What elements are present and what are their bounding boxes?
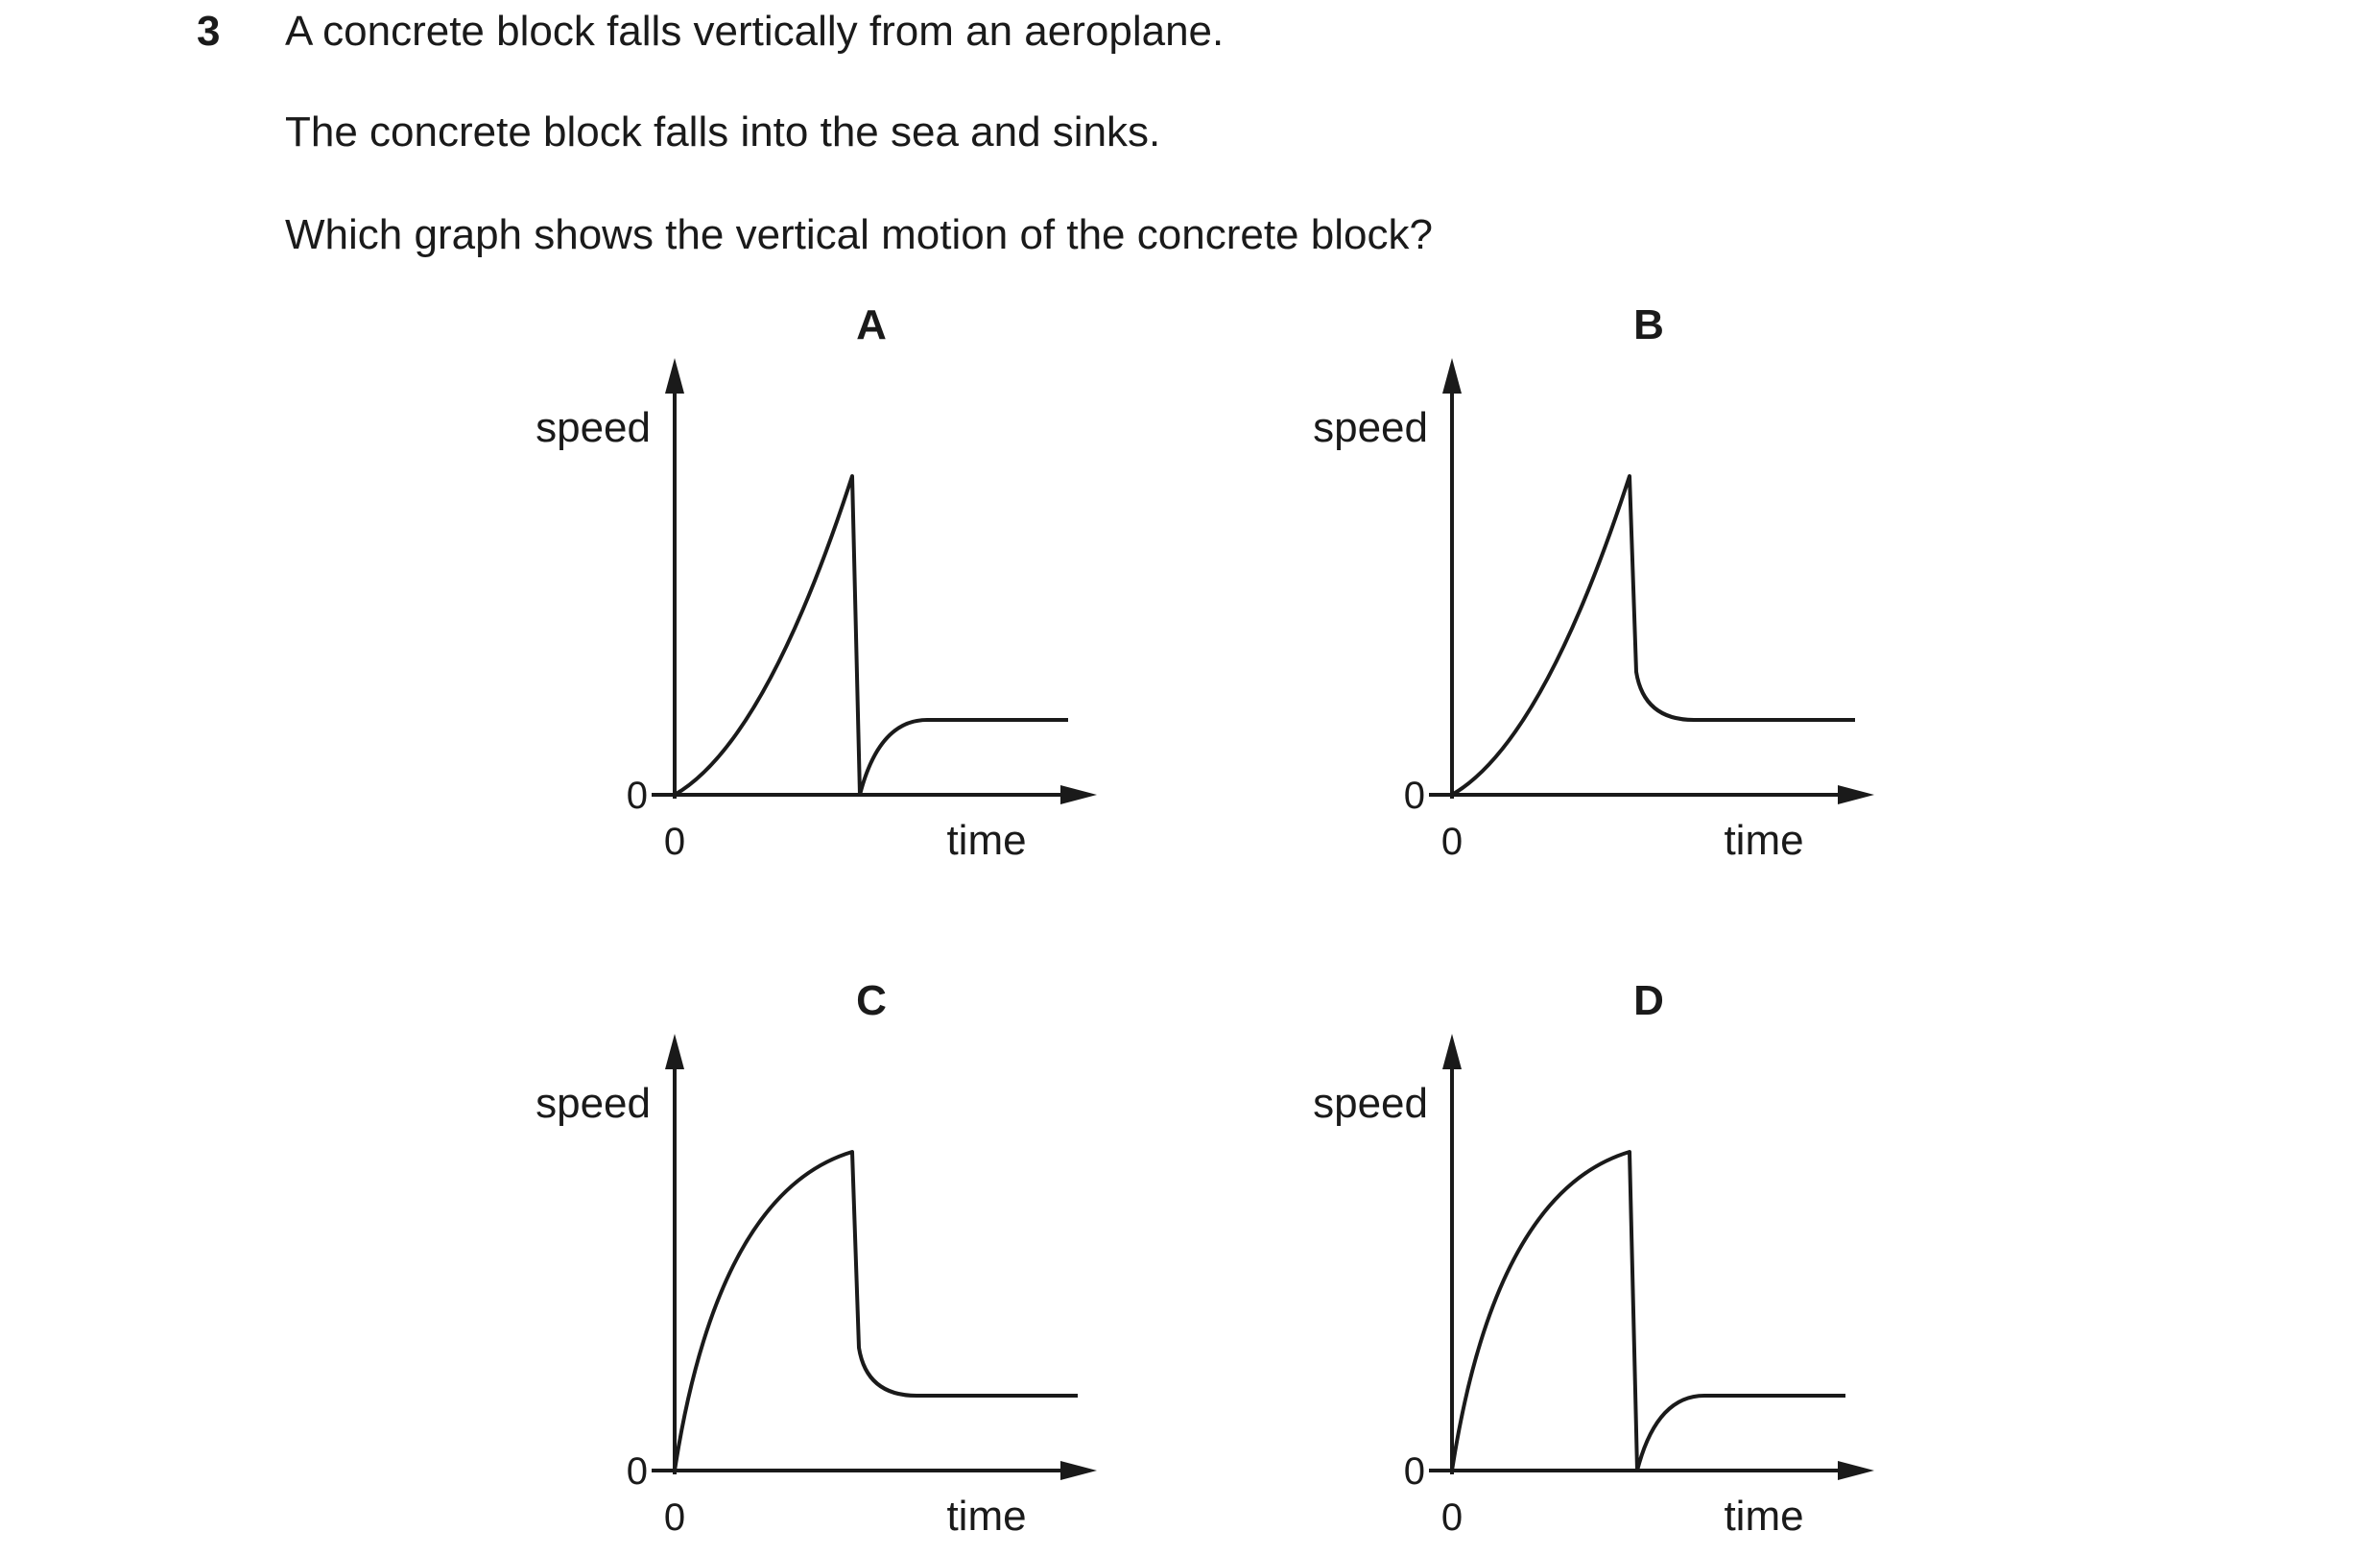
- x-axis-label: time: [1724, 817, 1804, 864]
- option-letter: B: [1633, 301, 1664, 348]
- graph-c: [536, 977, 1097, 1540]
- y-axis-arrowhead: [665, 1034, 684, 1069]
- speed-curve: [675, 1152, 1078, 1471]
- y-axis-label: speed: [536, 404, 651, 451]
- x-axis-label: time: [946, 1493, 1027, 1540]
- y-axis-label: speed: [1313, 404, 1428, 451]
- y-zero-label: 0: [626, 775, 648, 817]
- y-axis-label: speed: [1313, 1080, 1428, 1127]
- option-letter: D: [1633, 977, 1664, 1024]
- question-number: 3: [197, 8, 221, 55]
- y-axis-arrowhead: [665, 358, 684, 394]
- question-line-2: The concrete block falls into the sea and sinks.: [285, 108, 1161, 156]
- y-zero-label: 0: [1403, 775, 1425, 817]
- speed-curve: [1452, 1152, 1845, 1471]
- x-zero-label: 0: [663, 821, 686, 863]
- graph-b: [1313, 301, 1874, 864]
- x-zero-label: 0: [1440, 821, 1464, 863]
- x-zero-label: 0: [663, 1496, 686, 1539]
- x-axis-arrowhead: [1060, 785, 1097, 804]
- y-zero-label: 0: [626, 1450, 648, 1493]
- x-axis-label: time: [946, 817, 1027, 864]
- question-line-3: Which graph shows the vertical motion of the concrete block?: [285, 211, 1433, 258]
- speed-curve: [1452, 476, 1855, 795]
- y-axis-label: speed: [536, 1080, 651, 1127]
- speed-curve: [675, 476, 1068, 795]
- graph-a: [536, 301, 1097, 864]
- x-axis-label: time: [1724, 1493, 1804, 1540]
- graph-d: [1313, 977, 1874, 1540]
- y-axis-arrowhead: [1442, 1034, 1462, 1069]
- x-axis-arrowhead: [1838, 785, 1874, 804]
- y-zero-label: 0: [1403, 1450, 1425, 1493]
- x-zero-label: 0: [1440, 1496, 1464, 1539]
- option-letter: A: [856, 301, 887, 348]
- x-axis-arrowhead: [1060, 1461, 1097, 1480]
- x-axis-arrowhead: [1838, 1461, 1874, 1480]
- option-letter: C: [856, 977, 887, 1024]
- question-line-1: A concrete block falls vertically from an aeroplane.: [285, 8, 1225, 55]
- y-axis-arrowhead: [1442, 358, 1462, 394]
